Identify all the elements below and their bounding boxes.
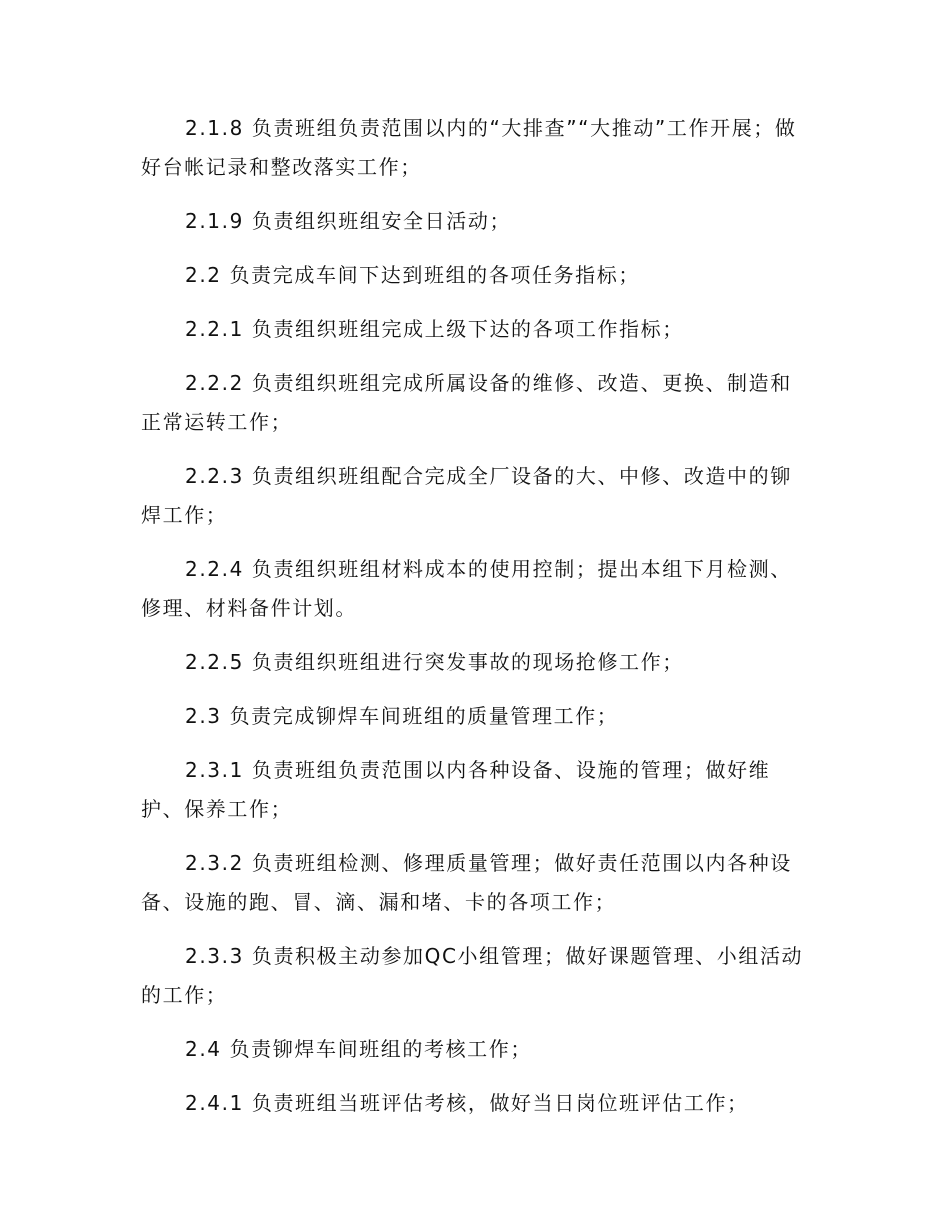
- paragraph-2-2-1: 2.2.1 负责组织班组完成上级下达的各项工作指标；: [185, 317, 684, 341]
- paragraph-2-2-4: 2.2.4 负责组织班组材料成本的使用控制；提出本组下月检测、修理、材料备件计划。: [141, 557, 792, 620]
- document-body: [141, 109, 809, 1138]
- paragraph-2-3: 2.3 负责完成铆焊车间班组的质量管理工作；: [185, 704, 619, 728]
- paragraph-2-3-1: 2.3.1 负责班组负责范围以内各种设备、设施的管理；做好维护、保养工作；: [141, 758, 771, 821]
- paragraph-2-2-2: 2.2.2 负责组织班组完成所属设备的维修、改造、更换、制造和正常运转工作；: [141, 371, 792, 434]
- paragraph-2-3-3: 2.3.3 负责积极主动参加QC小组管理；做好课题管理、小组活动的工作；: [141, 944, 804, 1007]
- paragraph-2-1-9: 2.1.9 负责组织班组安全日活动；: [185, 209, 512, 233]
- paragraph-2-4-1: 2.4.1 负责班组当班评估考核，做好当日岗位班评估工作；: [185, 1091, 749, 1115]
- paragraph-2-1-8: 2.1.8 负责班组负责范围以内的“大排查”“大推动”工作开展；做好台帐记录和整改落实工作；: [141, 116, 797, 179]
- paragraph-2-2-3: 2.2.3 负责组织班组配合完成全厂设备的大、中修、改造中的铆焊工作；: [141, 464, 792, 527]
- paragraph-2-4: 2.4 负责铆焊车间班组的考核工作；: [185, 1037, 532, 1061]
- paragraph-2-3-2: 2.3.2 负责班组检测、修理质量管理；做好责任范围以内各种设备、设施的跑、冒、滴、漏和堵、卡的各项工作；: [141, 851, 792, 914]
- paragraph-2-2: 2.2 负责完成车间下达到班组的各项任务指标；: [185, 263, 640, 287]
- paragraph-2-2-5: 2.2.5 负责组织班组进行突发事故的现场抢修工作；: [185, 650, 684, 674]
